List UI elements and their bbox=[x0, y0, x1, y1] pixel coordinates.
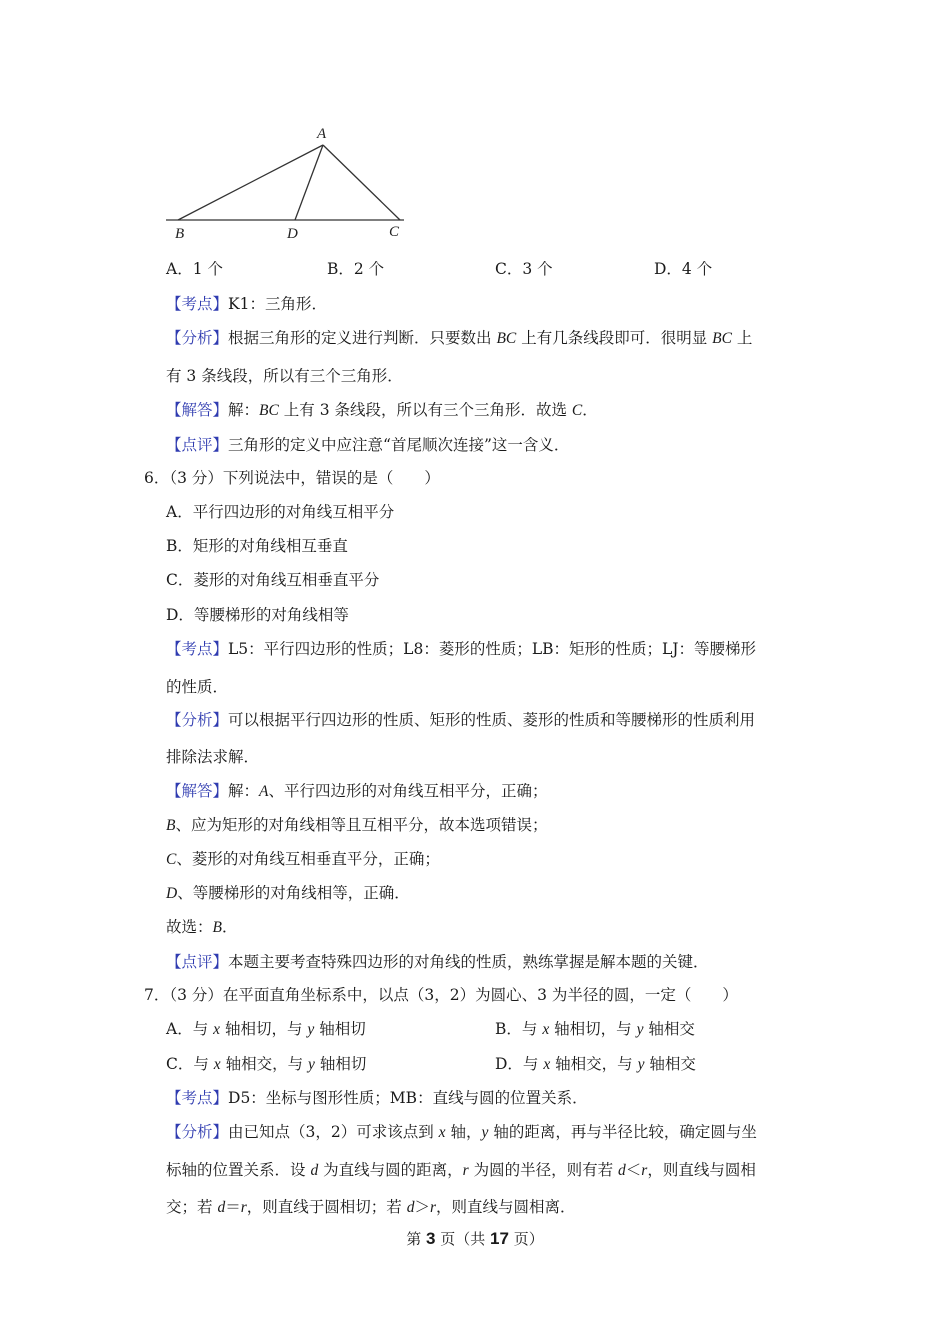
fenxi-tag: 【分析】 bbox=[166, 1123, 229, 1141]
kaodian-tag: 【考点】 bbox=[166, 295, 229, 313]
math-gt: ＞ bbox=[414, 1198, 430, 1216]
jieda-tag: 【解答】 bbox=[166, 401, 229, 419]
text-span: 为圆的半径，则有若 bbox=[468, 1161, 619, 1179]
text-span: ，则直线与圆相离． bbox=[436, 1198, 576, 1216]
q6-stem: 6．（3 分）下列说法中，错误的是（ ） bbox=[144, 469, 440, 487]
math-b: B bbox=[212, 919, 222, 936]
q7-kaodian bbox=[166, 1088, 588, 1108]
kaodian-text: D5：坐标与图形性质；MB：直线与圆的位置关系． bbox=[228, 1089, 588, 1107]
math-eq: ＝ bbox=[225, 1198, 241, 1216]
page-number: 3 bbox=[426, 1229, 436, 1248]
q6-jieda-line3 bbox=[166, 849, 440, 870]
dianping-tag: 【点评】 bbox=[166, 953, 229, 971]
text-span: ． bbox=[582, 401, 598, 419]
q7-stem: 7．（3 分）在平面直角坐标系中，以点（3，2）为圆心、3 为半径的圆，一定（ ） bbox=[144, 986, 738, 1004]
math-x: x bbox=[213, 1056, 221, 1073]
text-span: 页） bbox=[508, 1230, 544, 1248]
text-span: 页（共 bbox=[435, 1230, 491, 1248]
math-y: y bbox=[481, 1124, 489, 1141]
q5-jieda bbox=[166, 400, 598, 421]
kaodian-tag: 【考点】 bbox=[166, 1089, 229, 1107]
q6-dianping bbox=[166, 952, 709, 972]
math-x: x bbox=[543, 1056, 551, 1073]
q6-kaodian-line2: 的性质． bbox=[166, 678, 229, 696]
fenxi-text: 可以根据平行四边形的性质、矩形的性质、菱形的性质和等腰梯形的性质利用 bbox=[228, 711, 756, 729]
text-span: 为直线与圆的距离， bbox=[318, 1161, 463, 1179]
q6-jieda-line5 bbox=[166, 917, 238, 938]
q5-option-b: B．2 个 bbox=[327, 260, 385, 278]
text-span: 解： bbox=[228, 401, 260, 419]
text-span: 解： bbox=[228, 782, 260, 800]
math-r: r bbox=[641, 1162, 648, 1179]
text-span: B．与 bbox=[495, 1020, 543, 1038]
text-span: 轴， bbox=[445, 1123, 482, 1141]
q7-option-a bbox=[166, 1019, 366, 1040]
q5-fenxi-line1 bbox=[166, 328, 752, 349]
math-r: r bbox=[240, 1199, 247, 1216]
text-span: 轴相切，与 bbox=[220, 1020, 308, 1038]
q5-option-d: D．4 个 bbox=[654, 260, 713, 278]
math-d: d bbox=[217, 1199, 226, 1216]
page-footer bbox=[0, 1228, 950, 1249]
text-span: 第 bbox=[406, 1230, 427, 1248]
q6-option-c: C．菱形的对角线互相垂直平分 bbox=[166, 571, 380, 589]
text-span: 轴相切 bbox=[314, 1020, 366, 1038]
page-total: 17 bbox=[490, 1229, 509, 1248]
q7-option-c bbox=[166, 1054, 366, 1075]
text-span: 根据三角形的定义进行判断．只要数出 bbox=[228, 329, 497, 347]
math-y: y bbox=[636, 1021, 644, 1038]
math-d: d bbox=[310, 1162, 319, 1179]
q6-jieda-line2 bbox=[166, 815, 547, 836]
dianping-text: 三角形的定义中应注意“首尾顺次连接”这一含义． bbox=[228, 436, 570, 454]
vertex-label-b: B bbox=[175, 226, 185, 242]
q5-fenxi-line2: 有 3 条线段，所以有三个三角形． bbox=[166, 367, 403, 385]
segment-ac bbox=[323, 145, 400, 220]
triangle-figure bbox=[160, 118, 410, 248]
text-span: 轴相切，与 bbox=[549, 1020, 637, 1038]
q5-dianping bbox=[166, 435, 569, 455]
math-d: D bbox=[166, 885, 178, 902]
text-span: A．与 bbox=[166, 1020, 214, 1038]
text-span: 由已知点（3，2）可求该点到 bbox=[228, 1123, 439, 1141]
math-bc: BC bbox=[496, 330, 517, 347]
q6-jieda-line4 bbox=[166, 883, 410, 904]
text-span: 轴相交，与 bbox=[220, 1055, 309, 1073]
math-lt: ＜ bbox=[625, 1161, 642, 1179]
math-c: C bbox=[166, 851, 177, 868]
segment-ad bbox=[295, 145, 323, 220]
math-r: r bbox=[462, 1162, 469, 1179]
kaodian-text: K1：三角形． bbox=[228, 295, 327, 313]
vertex-label-c: C bbox=[389, 224, 400, 240]
q6-fenxi-line1 bbox=[166, 710, 755, 730]
q5-option-a: A．1 个 bbox=[166, 260, 223, 278]
math-y: y bbox=[307, 1021, 315, 1038]
q6-option-d: D．等腰梯形的对角线相等 bbox=[166, 606, 349, 624]
q6-option-b: B．矩形的对角线相互垂直 bbox=[166, 537, 348, 555]
math-a: A bbox=[259, 783, 269, 800]
jieda-tag: 【解答】 bbox=[166, 782, 229, 800]
dianping-text: 本题主要考查特殊四边形的对角线的性质，熟练掌握是解本题的关键． bbox=[228, 953, 709, 971]
math-d: d bbox=[618, 1162, 626, 1179]
vertex-label-a: A bbox=[317, 126, 327, 142]
math-x: x bbox=[542, 1021, 550, 1038]
text-span: 交；若 bbox=[166, 1198, 218, 1216]
q7-option-b bbox=[495, 1019, 695, 1040]
text-span: ． bbox=[221, 918, 238, 936]
text-span: 轴相交，与 bbox=[550, 1055, 638, 1073]
kaodian-tag: 【考点】 bbox=[166, 640, 229, 658]
q5-option-c: C．3 个 bbox=[495, 260, 553, 278]
text-span: 、平行四边形的对角线互相平分，正确； bbox=[268, 782, 548, 800]
q7-fenxi-line1 bbox=[166, 1122, 757, 1143]
dianping-tag: 【点评】 bbox=[166, 436, 229, 454]
q6-option-a: A．平行四边形的对角线互相平分 bbox=[166, 503, 395, 521]
text-span: 上有几条线段即可．很明显 bbox=[516, 329, 713, 347]
text-span: 轴的距离，再与半径比较，确定圆与坐 bbox=[488, 1123, 757, 1141]
text-span: 上有 3 条线段，所以有三个三角形．故选 bbox=[278, 401, 572, 419]
text-span: 故选： bbox=[166, 918, 213, 936]
math-x: x bbox=[438, 1124, 446, 1141]
math-bc: BC bbox=[259, 402, 279, 419]
kaodian-text: L5：平行四边形的性质；L8：菱形的性质；LB：矩形的性质；LJ：等腰梯形 bbox=[228, 640, 757, 658]
math-b: B bbox=[166, 817, 176, 834]
math-bc: BC bbox=[712, 330, 732, 347]
text-span: 、等腰梯形的对角线相等，正确． bbox=[177, 884, 410, 902]
q6-kaodian-line1 bbox=[166, 639, 756, 659]
vertex-label-d: D bbox=[287, 226, 298, 242]
q6-fenxi-line2: 排除法求解． bbox=[166, 748, 260, 766]
text-span: C．与 bbox=[166, 1055, 214, 1073]
text-span: ，则直线与圆相 bbox=[647, 1161, 756, 1179]
math-y: y bbox=[308, 1056, 315, 1073]
text-span: 轴相交 bbox=[643, 1020, 695, 1038]
fenxi-tag: 【分析】 bbox=[166, 329, 229, 347]
segment-ab bbox=[178, 145, 323, 220]
math-x: x bbox=[213, 1021, 221, 1038]
text-span: 上 bbox=[731, 329, 753, 347]
text-span: ，则直线于圆相切；若 bbox=[246, 1198, 407, 1216]
math-d: d bbox=[406, 1199, 415, 1216]
q7-option-d bbox=[495, 1054, 696, 1075]
text-span: 轴相交 bbox=[644, 1055, 696, 1073]
text-span: 、应为矩形的对角线相等且互相平分，故本选项错误； bbox=[175, 816, 548, 834]
q6-jieda-line1 bbox=[166, 781, 548, 802]
text-span: 、菱形的对角线互相垂直平分，正确； bbox=[176, 850, 440, 868]
fenxi-tag: 【分析】 bbox=[166, 711, 229, 729]
text-span: D．与 bbox=[495, 1055, 544, 1073]
math-y: y bbox=[637, 1056, 645, 1073]
text-span: 标轴的位置关系．设 bbox=[166, 1161, 311, 1179]
q7-fenxi-line3 bbox=[166, 1197, 576, 1218]
q5-kaodian bbox=[166, 294, 327, 314]
text-span: 轴相切 bbox=[314, 1055, 367, 1073]
q7-fenxi-line2 bbox=[166, 1160, 756, 1181]
math-r: r bbox=[429, 1199, 436, 1216]
math-c: C bbox=[571, 402, 583, 419]
